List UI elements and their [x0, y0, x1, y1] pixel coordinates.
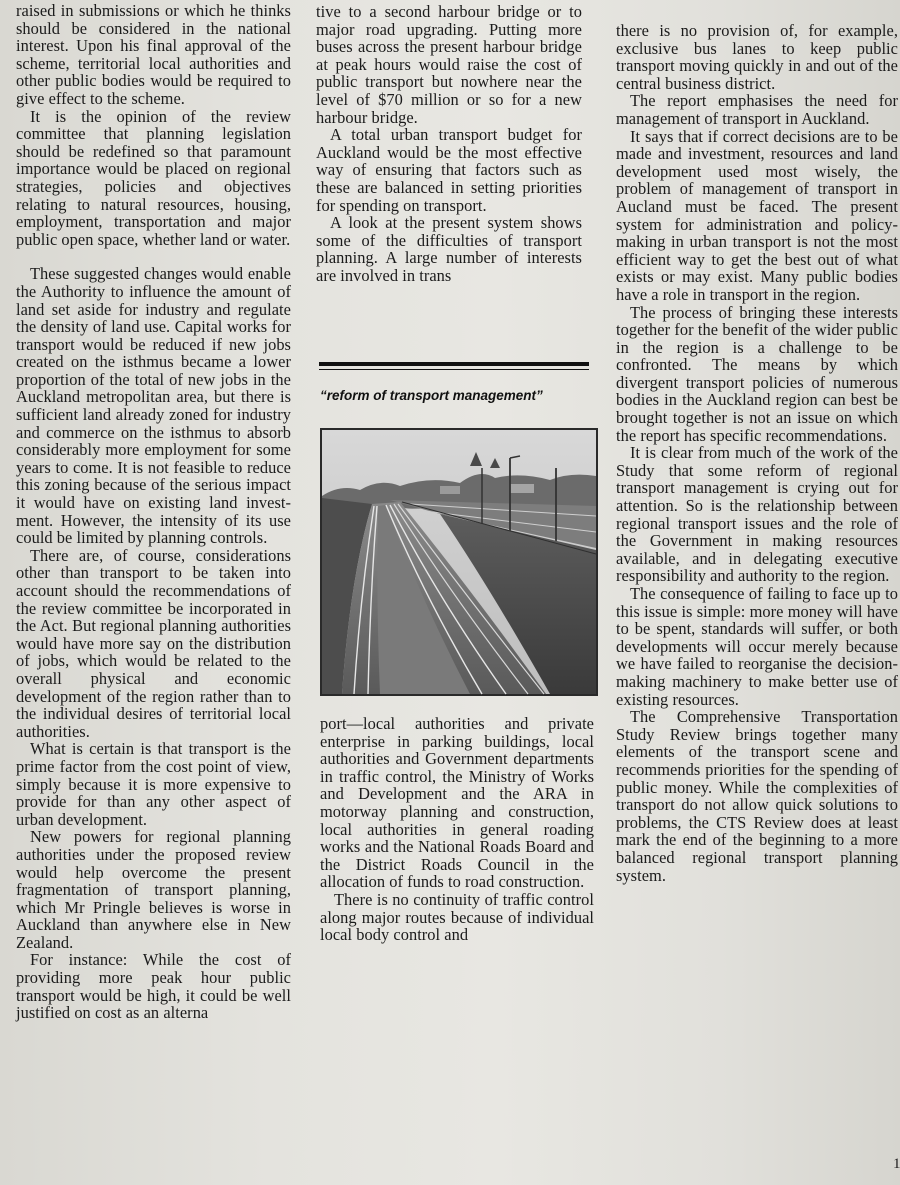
railway-photo	[320, 428, 598, 696]
paragraph: It says that if correct decisions are to be made and investment, resources and land development used most wisely, the problem of management of transport in Aucland must be faced. The present system for administration and policy-making in urban transport is not the most efficient way to get the best out of what exists or may exist. Many public bodies have a role in transport in the region.	[616, 126, 898, 304]
paragraph: The consequence of failing to face up to this issue is simple: more money will have to be spent, standards will suffer, or both developments will occur merely because we have failed to reorganise the decision-making machinery to make better use of existing resources.	[616, 584, 898, 709]
paragraph: These suggested changes would enable the Authority to influence the amount of land set aside for industry and regulate the density of land use. Capital works for transport would be reduced if new jobs created on the isthmus became a lower proportion of the total of new jobs in the Auckland metropolitan area, but there is sufficient land already zoned for industry and commerce on the isthmus to absorb considerably more employment for some years to come. It is not feasible to reduce this zoning because of the serious impact it would have on existing land investment. However, the intensity of its use could be limited by planning controls.	[16, 264, 291, 548]
paragraph: The process of bringing these interests together for the benefit of the wider public in the region is a challenge to be confronted. The means by which divergent transport policies of numerous bodies in the Auckland region can best be brought together is not an issue on which the report has specific recommendations.	[616, 302, 898, 445]
paragraph: The report emphasises the need for management of transport in Auckland.	[616, 91, 898, 128]
paragraph: port—local authorities and private enterprise in parking buildings, local authorities and Government departments in traffic control, the Ministry of Works and Development and the ARA in motorway planning and construction, local authorities in general roading works and the National Roads Board and the District Roads Council in the allocation of funds to road construction.	[320, 714, 594, 892]
paragraph: It is the opinion of the review committee that planning legislation should be redefined so that paramount importance would be placed on regional strategies, policies and objectives relating to natural resources, housing, employment, transportation and major public open space, whether land or water.	[16, 106, 291, 249]
paragraph: there is no provision of, for example, exclusive bus lanes to keep public transport moving quickly in and out of the central business district.	[616, 21, 898, 93]
paragraph: It is clear from much of the work of the Study that some reform of regional transport management is crying out for attention. So is the relationship between regional transport issues and the role of the Government in making resources available, and in delegating executive responsibility and authority to the region.	[616, 443, 898, 586]
article-column-3	[616, 22, 898, 884]
paragraph: tive to a second harbour bridge or to major road upgrading. Putting more buses across the present harbour bridge at peak hours would raise the cost of public transport but nowhere near the level of $70 million or so for a new harbour bridge.	[316, 2, 582, 127]
article-column-2	[316, 3, 582, 285]
article-column-1	[16, 2, 291, 1022]
paragraph: There are, of course, considerations other than transport to be taken into account should the recommendations of the review committee be incorporated in the Act. But regional planning authorities would have more say on the distribution of jobs, which would be related to the overall physical and economic development of the region rather than to the individual desires of territorial local authorities.	[16, 545, 291, 741]
thin-rule	[319, 369, 589, 370]
thick-rule	[319, 362, 589, 366]
photo-caption: “reform of transport management”	[320, 388, 543, 403]
paragraph: The Comprehensive Transportation Study Review brings together many elements of the transport scene and recommends priorities for the spending of public money. While the complexities of transport do not allow quick solutions to problems, the CTS Review does at least mark the end of the beginning to a more balanced regional transport planning system.	[616, 707, 898, 885]
paragraph: raised in submissions or which he thinks should be considered in the national interest. Upon his final approval of the scheme, territorial local authorities and other public bodies would be required to give effect to the scheme.	[16, 1, 291, 108]
article-column-2-continued	[320, 715, 594, 944]
paragraph: A total urban transport budget for Auckland would be the most effective way of ensuring that factors such as these are balanced in setting priorities for spending on transport.	[316, 125, 582, 215]
page-number: 1	[893, 1156, 900, 1172]
paragraph: What is certain is that transport is the prime factor from the cost point of view, simply because it is more expensive to provide for than any other aspect of urban development.	[16, 739, 291, 829]
paragraph: There is no continuity of traffic control along major routes because of individual local body control and	[320, 889, 594, 945]
paragraph: New powers for regional planning authorities under the proposed review would help overcome the present fragmentation of transport planning, which Mr Pringle believes is worse in Auckland than anywhere else in New Zealand.	[16, 827, 291, 952]
paragraph: A look at the present system shows some of the difficulties of transport planning. A large number of interests are involved in trans	[316, 213, 582, 285]
paragraph: For instance: While the cost of providing more peak hour public transport would be high, it could be well justified on cost as an alterna	[16, 950, 291, 1023]
